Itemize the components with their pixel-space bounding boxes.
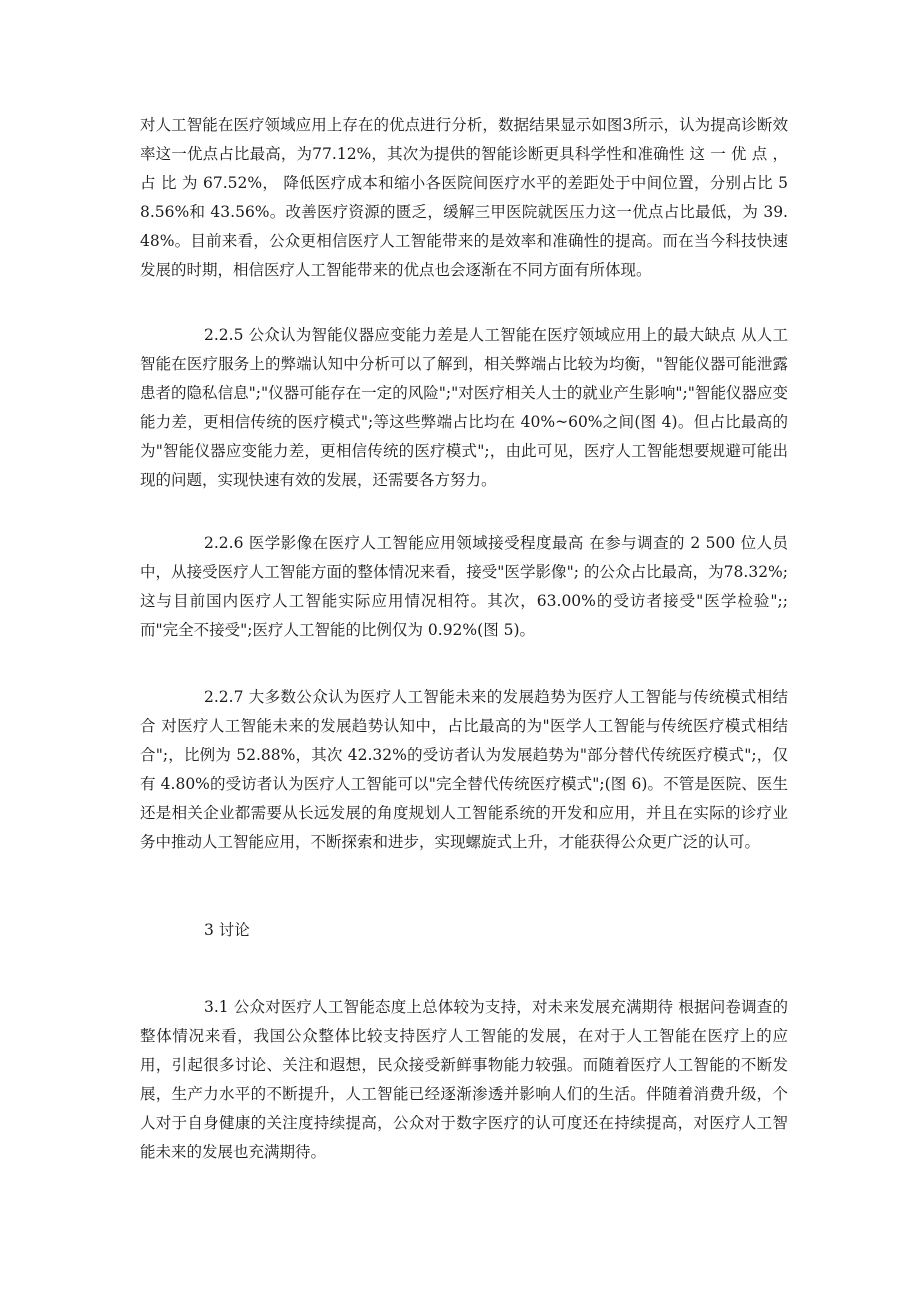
paragraph-2-2-6: 2.2.6 医学影像在医疗人工智能应用领域接受程度最高 在参与调查的 2 500 位人员中，从接受医疗人工智能方面的整体情况来看，接受"医学影像"; 的公众占比最高，为78.32%;这与目前国内医疗人工智能实际应用情况相符。其次，63.00%的受访者接受"医学检验";;而"完全不接受";医疗人工智能的比例仅为 0.92%(图 5)。: [140, 534, 788, 639]
paragraph-3-1: 3.1 公众对医疗人工智能态度上总体较为支持，对未来发展充满期待 根据问卷调查的整体情况来看，我国公众整体比较支持医疗人工智能的发展，在对于人工智能在医疗上的应用，引起很多讨论、关注和遐想，民众接受新鲜事物能力较强。而随着医疗人工智能的不断发展，生产力水平的不断提升，人工智能已经逐渐渗透并影响人们的生活。伴随着消费升级，个人对于自身健康的关注度持续提高，公众对于数字医疗的认可度还在持续提高，对医疗人工智能未来的发展也充满期待。: [140, 998, 788, 1161]
paragraph-2-2-5: 2.2.5 公众认为智能仪器应变能力差是人工智能在医疗领域应用上的最大缺点 从人工智能在医疗服务上的弊端认知中分析可以了解到，相关弊端占比较为均衡，"智能仪器可能泄露患者的隐私信息";"仪器可能存在一定的风险";"对医疗相关人士的就业产生影响";"智能仪器应变能力差，更相信传统的医疗模式";等这些弊端占比均在 40%~60%之间(图 4)。但占比最高的为"智能仪器应变能力差，更相信传统的医疗模式";，由此可见，医疗人工智能想要规避可能出现的问题，实现快速有效的发展，还需要各方努力。: [140, 326, 788, 489]
section-heading-discussion: 3 讨论: [204, 921, 250, 939]
paragraph-2-2-7: 2.2.7 大多数公众认为医疗人工智能未来的发展趋势为医疗人工智能与传统模式相结合 对医疗人工智能未来的发展趋势认知中，占比最高的为"医学人工智能与传统医疗模式相结合";，比例为 52.88%，其次 42.32%的受访者认为发展趋势为"部分替代传统医疗模式";，仅有 4.80%的受访者认为医疗人工智能可以"完全替代传统医疗模式";(图 6)。不管是医院、医生还是相关企业都需要从长远发展的角度规划人工智能系统的开发和应用，并且在实际的诊疗业务中推动人工智能应用，不断探索和进步，实现螺旋式上升，才能获得公众更广泛的认可。: [140, 688, 788, 851]
paragraph-advantages: 对人工智能在医疗领域应用上存在的优点进行分析，数据结果显示如图3所示，认为提高诊断效率这一优点占比最高，为77.12%，其次为提供的智能诊断更具科学性和准确性 这 一 优 点 ， 占 比 为 67.52%， 降低医疗成本和缩小各医院间医疗水平的差距处于中间位置，分别占比 58.56%和 43.56%。改善医疗资源的匮乏，缓解三甲医院就医压力这一优点占比最低，为 39.48%。目前来看，公众更相信医疗人工智能带来的是效率和准确性的提高。而在当今科技快速发展的时期，相信医疗人工智能带来的优点也会逐渐在不同方面有所体现。: [140, 116, 788, 279]
